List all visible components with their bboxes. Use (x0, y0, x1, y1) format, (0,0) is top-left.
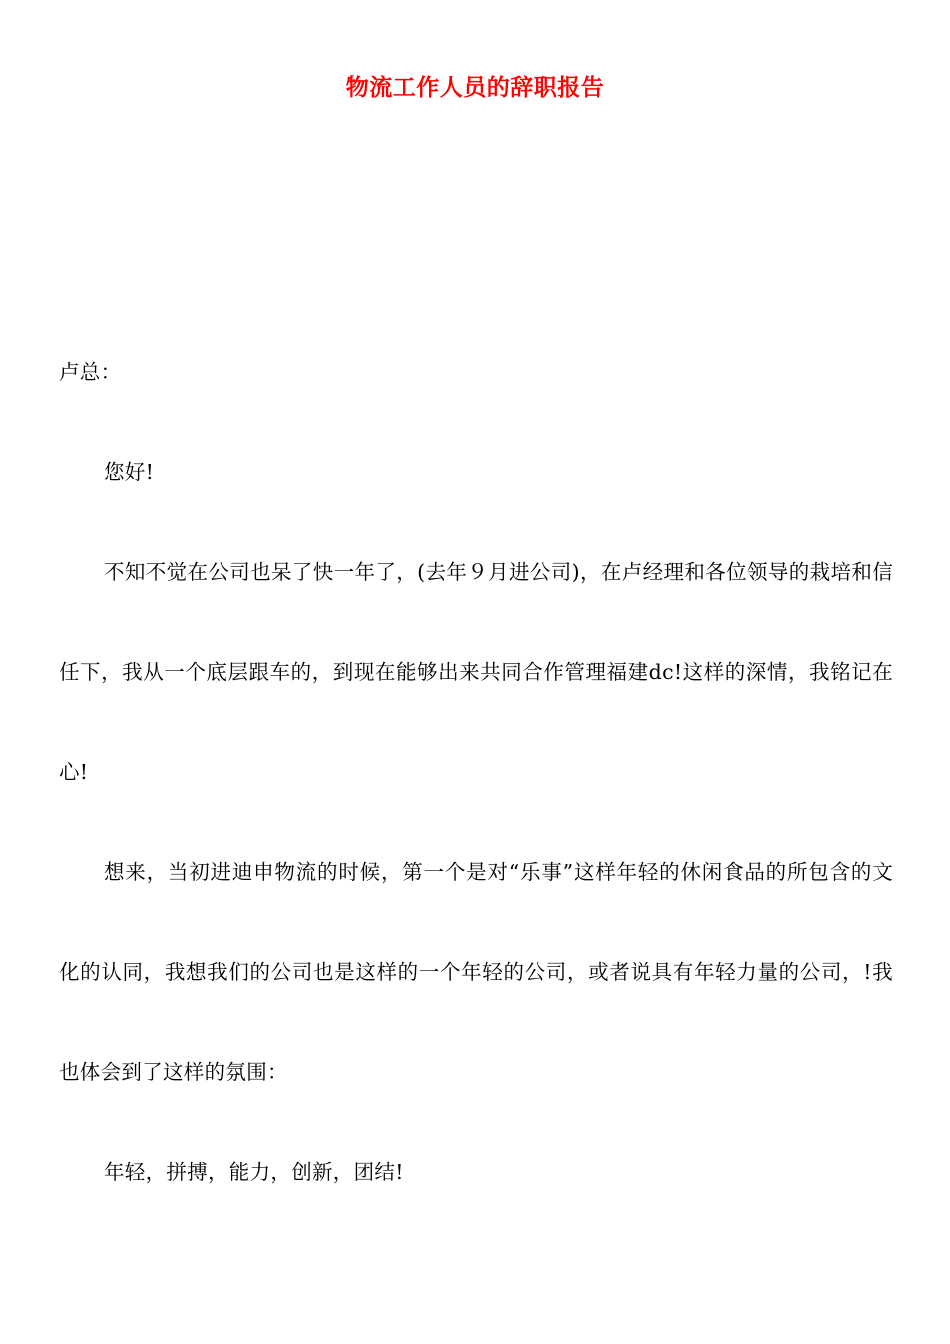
document-title: 物流工作人员的辞职报告 (345, 75, 605, 101)
paragraph-2: 想来，当初进迪申物流的时候，第一个是对“乐事”这样年轻的休闲食品的所包含的文化的认同，我想我们的公司也是这样的一个年轻的公司，或者说具有年轻力量的公司，!我也体会到了这样的氛围： (59, 860, 893, 1084)
paragraph-1: 不知不觉在公司也呆了快一年了，(去年９月进公司)，在卢经理和各位领导的栽培和信任下，我从一个底层跟车的，到现在能够出来共同合作管理福建dc!这样的深情，我铭记在心! (59, 560, 893, 784)
document-body (59, 322, 893, 1222)
paragraph-3: 年轻，拼搏，能力，创新，团结! (104, 1160, 404, 1184)
salutation: 卢总： (59, 360, 122, 384)
greeting: 您好! (104, 460, 155, 484)
